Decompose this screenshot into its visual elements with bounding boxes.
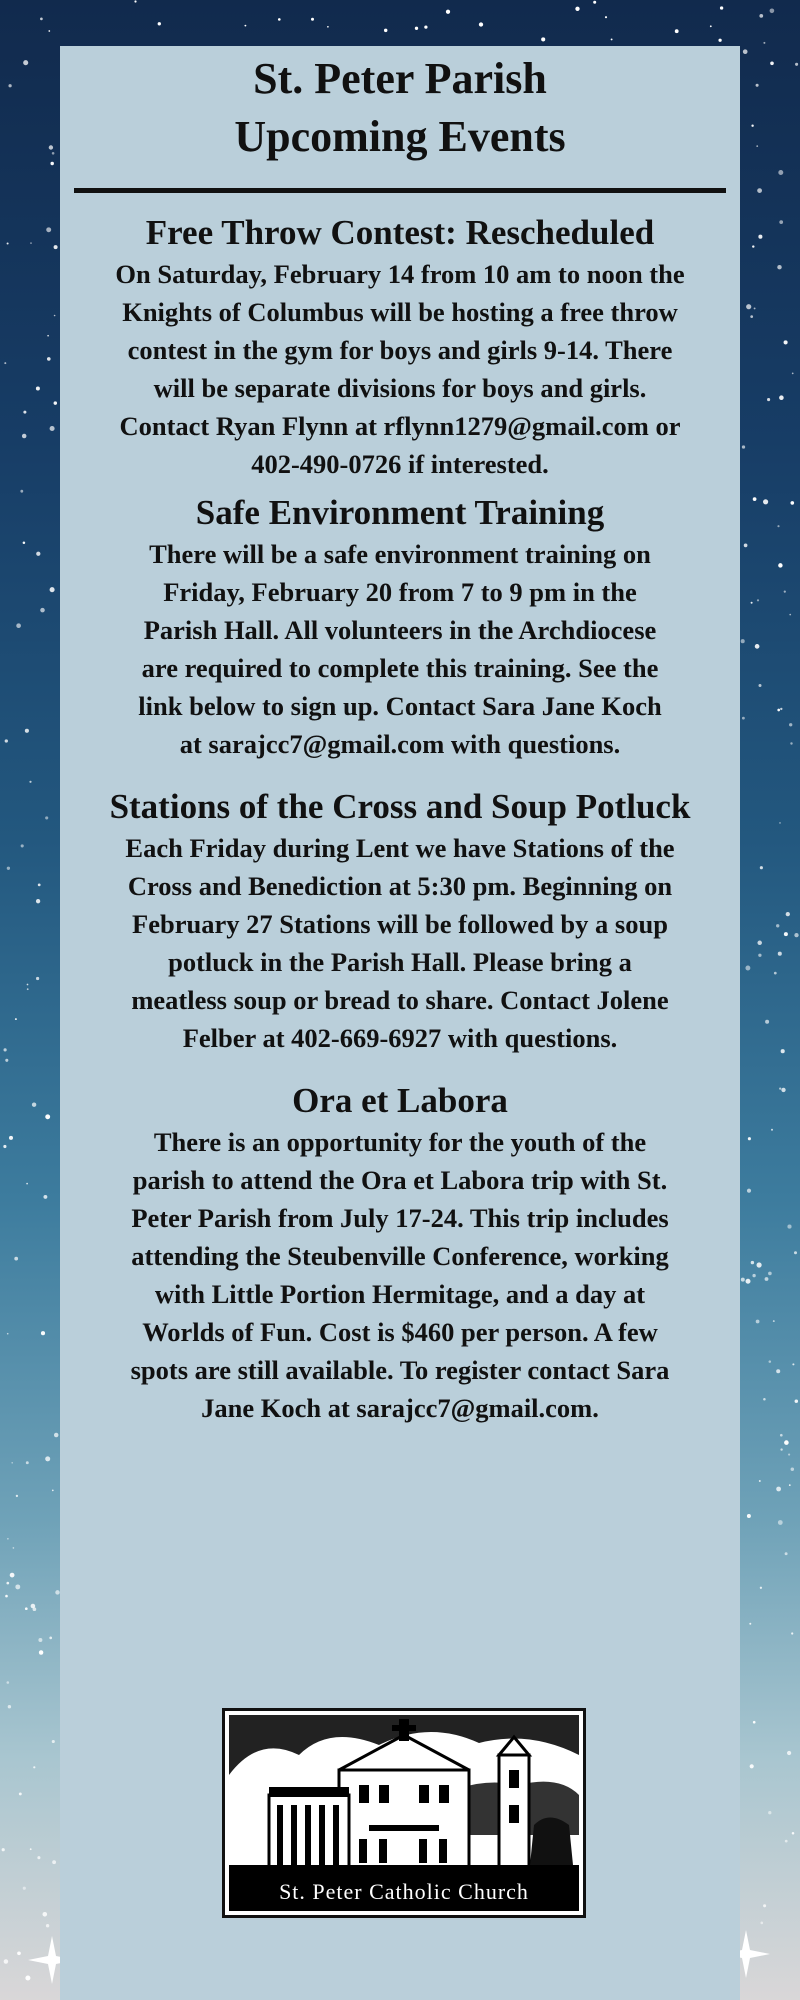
star-dot xyxy=(15,1584,20,1589)
star-dot xyxy=(675,29,679,33)
star-dot xyxy=(780,1434,783,1437)
star-dot xyxy=(278,18,281,21)
star-dot xyxy=(785,1552,788,1555)
star-dot xyxy=(52,1490,54,1492)
star-dot xyxy=(19,1792,22,1795)
star-dot xyxy=(757,188,762,193)
star-dot xyxy=(778,952,782,956)
star-dot xyxy=(751,1261,754,1264)
title-divider xyxy=(74,188,726,193)
star-dot xyxy=(5,739,8,742)
star-dot xyxy=(47,357,51,361)
star-dot xyxy=(2,1848,5,1851)
events-panel xyxy=(60,46,740,2000)
star-dot xyxy=(757,1262,762,1267)
star-dot xyxy=(424,25,427,28)
star-dot xyxy=(30,242,32,244)
star-dot xyxy=(30,1848,32,1850)
star-dot xyxy=(770,8,775,13)
event-stations-of-the-cross xyxy=(68,785,732,1057)
star-dot xyxy=(743,49,748,54)
star-dot xyxy=(4,1959,8,1964)
star-dot xyxy=(767,398,770,401)
star-dot xyxy=(48,30,50,32)
star-dot xyxy=(23,411,26,414)
star-dot xyxy=(768,1272,772,1276)
event-body: Each Friday during Lent we have Stations of the Cross and Benediction at 5:30 pm. Beginning on February 27 Stations will be followed by a soup potluck in the Parish Hall. Please bring a meatless soup or bread to share. Contact Jolene Felber at 402-669-6927 with questions. xyxy=(125,833,675,1053)
star-dot xyxy=(40,608,45,613)
star-dot xyxy=(541,37,545,41)
star-dot xyxy=(746,1279,751,1284)
star-dot xyxy=(11,1462,13,1464)
star-dot xyxy=(32,1103,36,1107)
church-illustration-icon xyxy=(229,1715,579,1875)
star-dot xyxy=(45,1456,50,1461)
star-dot xyxy=(794,933,798,937)
star-dot xyxy=(753,497,757,501)
star-dot xyxy=(27,988,29,990)
star-dot xyxy=(26,1461,29,1464)
star-dot xyxy=(779,1087,781,1089)
star-dot xyxy=(763,1398,766,1401)
star-dot xyxy=(780,708,782,710)
star-dot xyxy=(774,972,777,975)
star-dot xyxy=(17,1951,21,1955)
star-dot xyxy=(763,1904,766,1907)
star-dot xyxy=(50,162,53,165)
star-dot xyxy=(781,1088,785,1092)
star-dot xyxy=(747,1189,751,1193)
star-dot xyxy=(784,1440,789,1445)
star-dot xyxy=(777,265,781,269)
star-dot xyxy=(50,587,55,592)
star-dot xyxy=(7,867,10,870)
star-dot xyxy=(52,1860,56,1864)
star-dot xyxy=(784,591,786,593)
star-dot xyxy=(575,7,579,11)
star-dot xyxy=(54,245,58,249)
star-dot xyxy=(45,816,48,819)
event-safe-environment xyxy=(68,491,732,763)
star-dot xyxy=(776,1487,781,1492)
star-dot xyxy=(15,1018,17,1020)
star-dot xyxy=(790,501,794,505)
star-dot xyxy=(791,1468,794,1471)
star-dot xyxy=(8,84,11,87)
star-dot xyxy=(790,742,792,744)
star-dot xyxy=(46,1924,49,1927)
star-dot xyxy=(39,1650,43,1654)
star-dot xyxy=(778,170,783,175)
star-dot xyxy=(36,977,39,980)
star-dot xyxy=(756,145,758,147)
star-dot xyxy=(49,145,53,149)
star-dot xyxy=(754,307,756,309)
star-dot xyxy=(52,1740,55,1743)
star-dot xyxy=(744,544,748,548)
star-dot xyxy=(751,124,753,126)
star-dot xyxy=(311,18,314,21)
church-logo xyxy=(222,1708,586,1918)
star-dot xyxy=(785,1840,788,1843)
star-dot xyxy=(792,1832,795,1835)
star-dot xyxy=(779,220,783,224)
star-dot xyxy=(10,1573,15,1578)
star-dot xyxy=(760,866,763,869)
star-dot xyxy=(446,10,450,14)
star-dot xyxy=(8,1705,11,1708)
star-dot xyxy=(752,245,754,247)
star-dot xyxy=(768,1811,771,1814)
event-body: On Saturday, February 14 from 10 am to noon the Knights of Columbus will be hosting a free throw contest in the gym for boys and girls 9-14. There will be separate divisions for boys and girls. Contact Ryan Flynn at rflynn1279@gmail.com or 402-490-0726 if interested. xyxy=(115,259,685,479)
star-dot xyxy=(37,1856,40,1859)
star-dot xyxy=(718,39,721,42)
star-dot xyxy=(5,1595,8,1598)
page-title xyxy=(68,46,732,166)
star-dot xyxy=(792,1363,794,1365)
star-dot xyxy=(14,1257,18,1261)
star-dot xyxy=(46,227,51,232)
star-dot xyxy=(787,1225,791,1229)
star-dot xyxy=(746,304,751,309)
star-dot xyxy=(36,387,40,391)
logo-caption: St. Peter Catholic Church xyxy=(229,1873,579,1911)
star-dot xyxy=(776,1369,780,1373)
event-ora-et-labora xyxy=(68,1079,732,1427)
star-dot xyxy=(757,599,759,601)
event-body: There will be a safe environment training on Friday, February 20 from 7 to 9 pm in the Parish Hall. All volunteers in the Archdiocese are required to complete this training. See the link below to sign up. Contact Sara Jane Koch at sarajcc7@gmail.com with questions. xyxy=(138,539,662,759)
star-dot xyxy=(710,25,712,27)
star-dot xyxy=(741,1278,745,1282)
star-dot xyxy=(791,1632,793,1634)
star-dot xyxy=(792,373,794,375)
star-dot xyxy=(593,1,596,4)
star-dot xyxy=(748,1137,751,1140)
star-dot xyxy=(750,1764,754,1768)
event-title: Free Throw Contest: Rescheduled xyxy=(145,213,655,252)
star-dot xyxy=(755,644,760,649)
star-dot xyxy=(765,1277,769,1281)
star-dot xyxy=(773,1320,775,1322)
star-dot xyxy=(786,912,790,916)
star-dot xyxy=(749,1623,751,1625)
star-dot xyxy=(38,884,41,887)
star-dot xyxy=(776,924,779,927)
star-dot xyxy=(36,899,40,903)
star-dot xyxy=(788,1454,790,1456)
star-dot xyxy=(52,152,55,155)
star-dot xyxy=(54,1433,58,1437)
star-dot xyxy=(720,6,723,9)
star-dot xyxy=(765,1020,769,1024)
star-dot xyxy=(759,14,763,18)
star-dot xyxy=(7,242,9,244)
star-dot xyxy=(752,1274,755,1277)
star-dot xyxy=(795,1399,798,1402)
star-dot xyxy=(763,42,765,44)
star-dot xyxy=(787,1751,791,1755)
star-dot xyxy=(40,18,43,21)
event-title: Safe Environment Training xyxy=(195,493,605,532)
star-dot xyxy=(4,1048,7,1051)
star-dot xyxy=(777,525,779,527)
star-dot xyxy=(3,1145,6,1148)
star-dot xyxy=(36,552,40,556)
star-dot xyxy=(789,1484,791,1486)
star-dot xyxy=(45,1114,50,1119)
event-free-throw xyxy=(68,211,732,483)
event-title: Ora et Labora xyxy=(292,1081,508,1120)
star-dot xyxy=(771,1129,773,1131)
star-dot xyxy=(605,16,607,18)
star-dot xyxy=(778,563,782,567)
star-dot xyxy=(760,1587,762,1589)
star-dot xyxy=(759,684,762,687)
star-dot xyxy=(29,781,31,783)
star-dot xyxy=(43,1195,47,1199)
star-dot xyxy=(742,445,745,448)
star-dot xyxy=(756,84,759,87)
star-dot xyxy=(779,822,781,824)
star-dot xyxy=(26,1183,28,1185)
star-dot xyxy=(9,1136,13,1140)
star-dot xyxy=(758,235,762,239)
star-dot xyxy=(27,984,29,986)
star-dot xyxy=(16,623,21,628)
star-dot xyxy=(789,723,792,726)
star-dot xyxy=(7,1333,9,1335)
star-dot xyxy=(16,1495,18,1497)
star-dot xyxy=(33,1766,35,1768)
star-dot xyxy=(42,1912,47,1917)
star-dot xyxy=(789,614,791,616)
title-line-2: Upcoming Events xyxy=(234,112,566,161)
star-dot xyxy=(384,29,387,32)
star-dot xyxy=(741,639,745,643)
star-dot xyxy=(756,1320,760,1324)
star-dot xyxy=(781,1049,785,1053)
star-dot xyxy=(751,602,753,604)
star-dot xyxy=(779,395,784,400)
star-dot xyxy=(50,426,55,431)
star-dot xyxy=(20,490,23,493)
star-dot xyxy=(23,60,28,65)
star-dot xyxy=(4,362,6,364)
star-dot xyxy=(745,966,750,971)
star-dot xyxy=(22,434,27,439)
event-body: There is an opportunity for the youth of the parish to attend the Ora et Labora trip with St. Peter Parish from July 17-24. This trip includes attending the Steubenville Conference, working with Little Portion Hermitage, and a day at Worlds of Fun. Cost is $460 per person. A few spots are still available. To register contact Sara Jane Koch at sarajcc7@gmail.com. xyxy=(130,1127,670,1423)
star-dot xyxy=(750,315,753,318)
star-dot xyxy=(6,1582,9,1585)
star-dot xyxy=(479,22,483,26)
star-dot xyxy=(747,1514,751,1518)
star-dot xyxy=(7,1681,10,1684)
star-dot xyxy=(54,315,56,317)
star-dot xyxy=(759,1480,761,1482)
star-dot xyxy=(244,25,246,27)
star-dot xyxy=(795,63,798,66)
star-dot xyxy=(25,1607,28,1610)
title-line-1: St. Peter Parish xyxy=(253,54,547,103)
star-dot xyxy=(794,1251,797,1254)
star-dot xyxy=(778,1520,783,1525)
star-dot xyxy=(611,38,613,40)
star-dot xyxy=(757,941,762,946)
star-dot xyxy=(780,1448,782,1450)
star-dot xyxy=(327,26,329,28)
star-dot xyxy=(784,932,788,936)
star-dot xyxy=(54,401,57,404)
star-dot xyxy=(33,1607,37,1611)
star-dot xyxy=(49,1637,52,1640)
star-dot xyxy=(5,1059,8,1062)
star-dot xyxy=(415,27,418,30)
star-dot xyxy=(777,709,780,712)
star-dot xyxy=(784,340,788,344)
star-dot xyxy=(753,1721,756,1724)
star-dot xyxy=(23,542,26,545)
star-dot xyxy=(21,844,24,847)
star-dot xyxy=(134,0,136,2)
star-dot xyxy=(769,1360,772,1363)
star-dot xyxy=(25,729,29,733)
event-title: Stations of the Cross and Soup Potluck xyxy=(109,787,691,826)
star-dot xyxy=(742,717,745,720)
star-dot xyxy=(770,61,774,65)
star-dot xyxy=(41,1331,45,1335)
star-dot xyxy=(758,954,761,957)
star-dot xyxy=(47,335,49,337)
star-dot xyxy=(13,1547,15,1549)
star-dot xyxy=(7,1538,9,1540)
star-dot xyxy=(23,1887,26,1890)
star-dot xyxy=(763,499,768,504)
star-dot xyxy=(38,1638,42,1642)
star-dot xyxy=(158,22,161,25)
